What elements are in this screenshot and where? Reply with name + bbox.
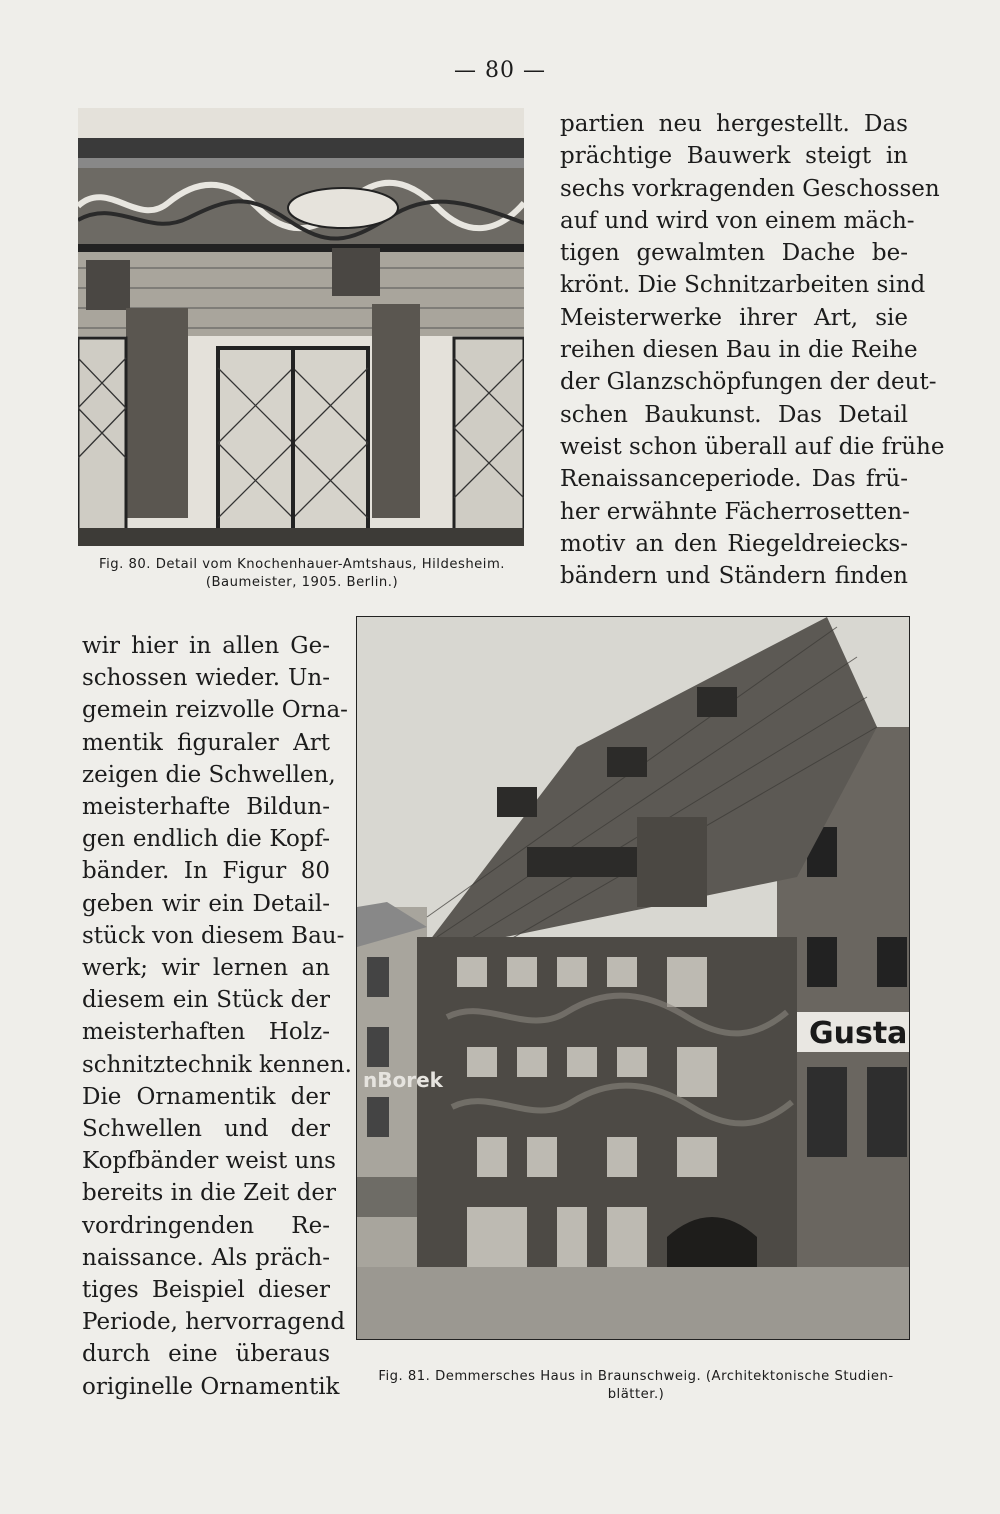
house-photo	[357, 617, 909, 1339]
shop-sign-text: Gusta	[809, 1016, 908, 1051]
caption-line: blätter.)	[607, 1387, 665, 1402]
caption-line: Fig. 80. Detail vom Knochenhauer-Amtshaus, Hildesheim.	[98, 557, 505, 572]
text-line: schossen wieder. Un-	[82, 665, 330, 692]
text-line: geben wir ein Detail-	[82, 890, 330, 917]
figure-81-photograph	[356, 616, 910, 1340]
text-line: Periode, hervorragend	[82, 1309, 346, 1336]
text-line: partien neu hergestellt. Das	[560, 111, 908, 137]
text-line: motiv an den Riegeldreiecks-	[560, 530, 908, 557]
text-line: diesem ein Stück der	[82, 987, 330, 1014]
figure-81-caption	[356, 1368, 916, 1404]
text-line: tiges Beispiel dieser	[82, 1277, 330, 1304]
text-line: bereits in die Zeit der	[82, 1180, 336, 1207]
text-line: Kopfbänder weist uns	[82, 1148, 336, 1175]
figure-80-caption	[76, 556, 528, 592]
text-line: stück von diesem Bau-	[82, 922, 345, 949]
text-line: zeigen die Schwellen,	[82, 761, 336, 788]
side-sign-text: nBorek	[363, 1068, 443, 1092]
caption-line: (Baumeister, 1905. Berlin.)	[205, 575, 399, 590]
text-line: der Glanzschöpfungen der deut-	[560, 369, 937, 396]
figure-80-illustration	[78, 108, 524, 546]
text-line: Renaissanceperiode. Das frü-	[560, 466, 908, 493]
text-line: bänder. In Figur 80	[82, 858, 330, 885]
text-line: gemein reizvolle Orna-	[82, 697, 348, 724]
text-line: Schwellen und der	[82, 1116, 330, 1143]
text-line: Meisterwerke ihrer Art, sie	[560, 304, 908, 331]
text-line: gen endlich die Kopf-	[82, 826, 330, 853]
text-column-right	[560, 108, 945, 592]
text-line: reihen diesen Bau in die Reihe	[560, 337, 918, 364]
text-line: tigen gewalmten Dache be-	[560, 240, 908, 267]
text-line: mentik figuraler Art	[82, 729, 330, 756]
text-line: auf und wird von einem mäch-	[560, 207, 915, 234]
text-line: krönt. Die Schnitzarbeiten sind	[560, 272, 926, 299]
page-number: — 80 —	[454, 58, 546, 83]
text-line: weist schon überall auf die frühe	[560, 433, 945, 460]
text-line: schen Baukunst. Das Detail	[560, 401, 908, 428]
text-line: wir hier in allen Ge-	[82, 633, 330, 659]
text-line: werk; wir lernen an	[82, 955, 330, 982]
text-column-left	[82, 630, 352, 1403]
text-line: originelle Ornamentik	[82, 1373, 340, 1400]
text-line: prächtige Bauwerk steigt in	[560, 143, 908, 170]
text-line: schnitztechnik kennen.	[82, 1051, 352, 1078]
text-line: bändern und Ständern finden	[560, 563, 908, 590]
text-line: durch eine überaus	[82, 1341, 330, 1368]
text-line: Die Ornamentik der	[82, 1083, 330, 1110]
timber-frame-engraving	[78, 108, 524, 546]
caption-line: Fig. 81. Demmersches Haus in Braunschweig. (Architektonische Studien-	[378, 1369, 894, 1384]
text-line: vordringenden Re-	[82, 1212, 330, 1239]
text-line: sechs vorkragenden Geschossen	[560, 175, 940, 202]
text-line: meisterhafte Bildun-	[82, 794, 330, 821]
text-line: her erwähnte Fächerrosetten-	[560, 498, 910, 525]
text-line: naissance. Als präch-	[82, 1244, 330, 1271]
text-line: meisterhaften Holz-	[82, 1019, 330, 1046]
